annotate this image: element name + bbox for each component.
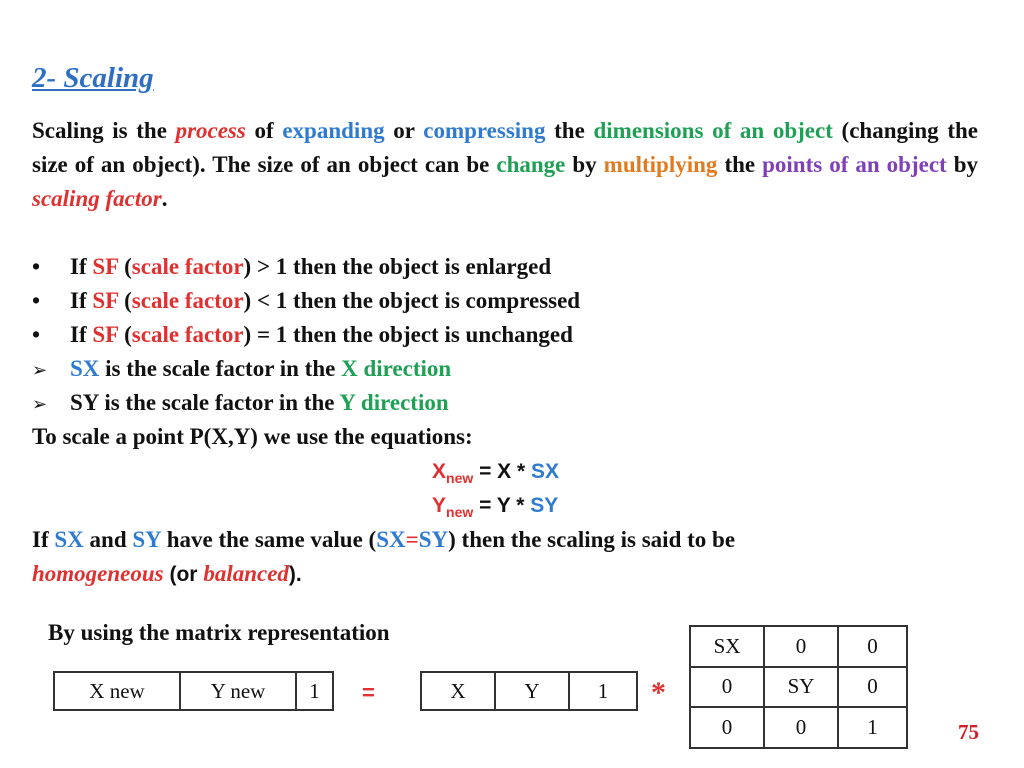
term-multiplying: multiplying <box>603 152 718 177</box>
matrix-cell: 0 <box>690 707 764 748</box>
term-scale-factor: scale factor <box>131 288 244 313</box>
matrix-cell: 0 <box>764 626 838 667</box>
matrix-cell: Y new <box>180 672 296 710</box>
term-y-direction: Y direction <box>339 390 449 415</box>
term-homogeneous: homogeneous <box>32 561 164 586</box>
intro-paragraph <box>32 114 978 216</box>
bullet-text: If <box>70 322 93 347</box>
matrix-new <box>53 671 334 711</box>
term-process: process <box>175 118 246 143</box>
eq-factor: SX <box>531 460 560 483</box>
sv-text: have the same value ( <box>160 527 377 552</box>
bullet-text: ) = 1 then the object is unchanged <box>243 322 573 347</box>
arrow-text: is the scale factor in the <box>98 390 340 415</box>
matrix-cell: 0 <box>838 667 907 708</box>
intro-text: the <box>545 118 594 143</box>
matrix-cell: 1 <box>296 672 333 710</box>
intro-text: by <box>565 152 604 177</box>
intro-text: by <box>946 152 978 177</box>
arrow-item <box>32 356 451 382</box>
term-balanced: balanced <box>203 561 289 586</box>
matrix-cell: Y <box>495 672 569 710</box>
term-sx: SX <box>376 527 406 552</box>
bullet-marker: • <box>32 254 41 279</box>
term-equals: = <box>405 527 419 552</box>
equals-sign: = <box>362 680 375 705</box>
same-value-line <box>32 527 735 553</box>
matrix-label: By using the matrix representation <box>48 620 390 645</box>
term-x-direction: X direction <box>341 356 452 381</box>
term-sx: SX <box>70 356 100 381</box>
eq-var: Y <box>432 494 447 517</box>
bullet-text: ( <box>118 288 132 313</box>
bullet-item <box>32 254 551 280</box>
bullet-text: If <box>70 254 93 279</box>
intro-text: of <box>245 118 283 143</box>
matrix-cell: X <box>421 672 495 710</box>
term-sy: SY <box>132 527 161 552</box>
intro-text: the <box>717 152 763 177</box>
arrow-bullet-icon: ➢ <box>32 360 48 381</box>
term-sy: SY <box>418 527 449 552</box>
scale-matrix <box>689 625 908 749</box>
sv-text: If <box>32 527 55 552</box>
term-expanding: expanding <box>282 118 385 143</box>
eq-text: = Y * <box>473 494 531 517</box>
eq-sub: new <box>446 470 474 487</box>
matrix-cell: 0 <box>838 626 907 667</box>
matrix-cell: 0 <box>690 667 764 708</box>
intro-text: (changing the size of an object). The size of an object can be <box>32 118 978 177</box>
bullet-marker: • <box>32 322 41 347</box>
sv-text: ). <box>288 563 302 586</box>
eq-sub: new <box>446 504 474 521</box>
term-points: points of an object <box>762 152 947 177</box>
matrix-cell: 1 <box>569 672 637 710</box>
arrow-text: is the scale factor in the <box>99 356 342 381</box>
bullet-text: ) < 1 then the object is compressed <box>243 288 581 313</box>
bullet-text: ( <box>118 254 132 279</box>
intro-text: Scaling is the <box>32 118 176 143</box>
term-compressing: compressing <box>423 118 546 143</box>
bullet-text: ( <box>118 322 132 347</box>
term-sf: SF <box>92 288 119 313</box>
bullet-text: ) > 1 then the object is enlarged <box>243 254 552 279</box>
arrow-item <box>32 390 449 416</box>
bullet-item <box>32 322 573 348</box>
term-sy: SY <box>70 390 99 415</box>
page-number: 75 <box>958 720 979 744</box>
term-sx: SX <box>54 527 84 552</box>
bullet-item <box>32 288 580 314</box>
multiply-sign: * <box>651 676 666 709</box>
term-scaling-factor: scaling factor <box>32 186 162 211</box>
eq-var: X <box>432 460 447 483</box>
intro-text: or <box>384 118 424 143</box>
eq-factor: SY <box>530 494 559 517</box>
homogeneous-line <box>32 561 302 587</box>
matrix-cell: SX <box>690 626 764 667</box>
bullet-text: If <box>70 288 93 313</box>
term-scale-factor: scale factor <box>131 254 244 279</box>
equation-x <box>432 460 559 486</box>
term-scale-factor: scale factor <box>131 322 244 347</box>
intro-text: . <box>161 186 168 211</box>
matrix-cell: 0 <box>764 707 838 748</box>
matrix-point <box>420 671 638 711</box>
matrix-cell: SY <box>764 667 838 708</box>
term-sf: SF <box>92 254 119 279</box>
arrow-bullet-icon: ➢ <box>32 394 48 415</box>
term-change: change <box>496 152 566 177</box>
sv-text: (or <box>163 563 204 586</box>
term-sf: SF <box>92 322 119 347</box>
sv-text: ) then the scaling is said to be <box>448 527 736 552</box>
eq-text: = X * <box>473 460 532 483</box>
matrix-cell: 1 <box>838 707 907 748</box>
term-dimensions: dimensions of an object <box>593 118 833 143</box>
equation-y <box>432 494 558 520</box>
matrix-cell: X new <box>54 672 180 710</box>
equations-intro: To scale a point P(X,Y) we use the equations: <box>32 424 473 449</box>
bullet-marker: • <box>32 288 41 313</box>
sv-text: and <box>83 527 133 552</box>
slide-title: 2- Scaling <box>32 62 154 94</box>
